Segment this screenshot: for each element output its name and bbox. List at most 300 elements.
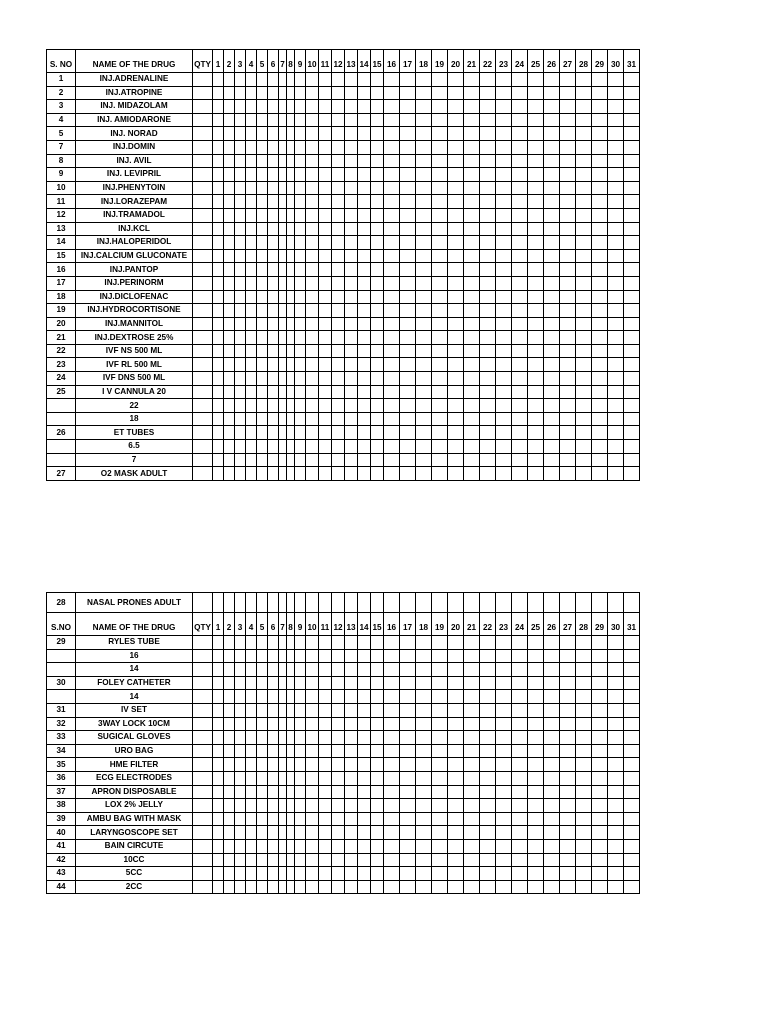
day-cell <box>358 195 371 209</box>
day-cell <box>432 426 448 440</box>
day-cell <box>480 208 496 222</box>
day-cell <box>384 649 400 663</box>
day-cell <box>268 236 279 250</box>
day-cell <box>332 771 345 785</box>
day-cell <box>496 703 512 717</box>
day-cell <box>432 703 448 717</box>
day-cell <box>319 731 332 745</box>
day-cell <box>496 880 512 894</box>
day-cell <box>448 344 464 358</box>
day-cell <box>224 676 235 690</box>
drug-name-cell: URO BAG <box>76 744 193 758</box>
day-cell <box>345 636 358 650</box>
sno-cell: 14 <box>47 236 76 250</box>
day-cell <box>268 317 279 331</box>
day-cell <box>295 100 306 114</box>
day-cell <box>448 744 464 758</box>
day-cell <box>496 771 512 785</box>
day-cell <box>371 222 384 236</box>
day-cell <box>371 317 384 331</box>
drug-name-cell: IVF NS 500 ML <box>76 344 193 358</box>
day-cell <box>432 358 448 372</box>
day-cell <box>287 208 295 222</box>
day-cell <box>624 744 640 758</box>
day-cell <box>576 181 592 195</box>
day-cell <box>257 880 268 894</box>
day-cell <box>213 344 224 358</box>
day-cell <box>295 168 306 182</box>
day-cell <box>213 426 224 440</box>
sno-cell <box>47 399 76 413</box>
day-cell <box>560 317 576 331</box>
day-cell <box>448 113 464 127</box>
day-cell <box>608 771 624 785</box>
day-cell <box>416 785 432 799</box>
table-row <box>47 853 640 867</box>
day-cell <box>560 663 576 677</box>
day-cell <box>400 812 416 826</box>
day-cell <box>560 73 576 87</box>
day-cell <box>246 222 257 236</box>
day-cell <box>512 412 528 426</box>
drug-name-cell: 3WAY LOCK 10CM <box>76 717 193 731</box>
day-cell <box>213 853 224 867</box>
day-cell <box>213 867 224 881</box>
table-row <box>47 140 640 154</box>
day-cell <box>371 372 384 386</box>
day-cell <box>624 880 640 894</box>
day-cell <box>512 399 528 413</box>
day-cell <box>528 826 544 840</box>
drug-name-cell: 6.5 <box>76 440 193 454</box>
qty-cell <box>193 290 213 304</box>
day-cell <box>345 717 358 731</box>
table-row <box>47 453 640 467</box>
day-cell <box>224 372 235 386</box>
day-cell <box>371 771 384 785</box>
sno-header: S.NO <box>47 613 76 636</box>
day-cell <box>257 785 268 799</box>
day-cell <box>448 127 464 141</box>
day-cell <box>560 222 576 236</box>
qty-cell <box>193 440 213 454</box>
day-cell <box>544 73 560 87</box>
day-cell <box>464 168 480 182</box>
qty-header: QTY <box>193 50 213 73</box>
day-cell <box>279 249 287 263</box>
day-cell <box>371 304 384 318</box>
day-cell <box>235 331 246 345</box>
day-cell <box>287 412 295 426</box>
day-cell <box>384 785 400 799</box>
sno-cell <box>47 440 76 454</box>
day-cell <box>544 140 560 154</box>
day-cell <box>384 249 400 263</box>
qty-cell <box>193 826 213 840</box>
day-cell <box>464 703 480 717</box>
day-cell <box>400 785 416 799</box>
day-cell <box>287 236 295 250</box>
day-cell <box>345 154 358 168</box>
day-cell <box>432 385 448 399</box>
day-cell <box>306 154 319 168</box>
day-cell <box>400 453 416 467</box>
day-cell <box>416 799 432 813</box>
day-cell <box>345 358 358 372</box>
day-cell <box>608 276 624 290</box>
day-cell <box>358 853 371 867</box>
day-cell <box>448 208 464 222</box>
day-cell <box>295 317 306 331</box>
day-cell <box>512 317 528 331</box>
day-cell <box>224 867 235 881</box>
day-cell <box>560 140 576 154</box>
day-cell <box>432 440 448 454</box>
day-cell <box>345 703 358 717</box>
day-cell <box>345 276 358 290</box>
day-cell <box>295 880 306 894</box>
day-cell <box>332 744 345 758</box>
day-cell <box>213 86 224 100</box>
day-cell <box>416 358 432 372</box>
day-cell <box>279 236 287 250</box>
day-cell <box>560 372 576 386</box>
day-cell <box>279 880 287 894</box>
day-cell <box>448 263 464 277</box>
day-cell <box>624 100 640 114</box>
day-cell <box>279 181 287 195</box>
day-cell <box>464 663 480 677</box>
drug-name-cell: INJ.HALOPERIDOL <box>76 236 193 250</box>
day-cell <box>512 86 528 100</box>
day-cell <box>400 636 416 650</box>
day-cell <box>384 593 400 613</box>
day-cell <box>464 263 480 277</box>
day-cell <box>624 758 640 772</box>
day-cell <box>213 290 224 304</box>
day-cell <box>624 690 640 704</box>
day-cell <box>432 453 448 467</box>
day-cell <box>371 636 384 650</box>
day-cell <box>287 304 295 318</box>
day-cell <box>560 690 576 704</box>
day-cell <box>345 467 358 481</box>
day-cell <box>400 839 416 853</box>
day-cell <box>371 331 384 345</box>
day-cell <box>332 100 345 114</box>
day-cell <box>235 154 246 168</box>
day-cell <box>287 867 295 881</box>
day-cell <box>624 853 640 867</box>
day-cell <box>371 86 384 100</box>
day-cell <box>279 636 287 650</box>
day-header-10: 10 <box>306 50 319 73</box>
day-cell <box>608 412 624 426</box>
day-cell <box>464 799 480 813</box>
day-cell <box>246 839 257 853</box>
table-row <box>47 236 640 250</box>
day-cell <box>464 208 480 222</box>
day-cell <box>306 426 319 440</box>
day-cell <box>235 453 246 467</box>
day-cell <box>279 758 287 772</box>
day-cell <box>400 154 416 168</box>
day-cell <box>257 717 268 731</box>
day-cell <box>608 290 624 304</box>
day-cell <box>496 344 512 358</box>
day-cell <box>608 344 624 358</box>
table-row <box>47 304 640 318</box>
day-cell <box>332 412 345 426</box>
day-cell <box>512 839 528 853</box>
day-cell <box>358 100 371 114</box>
day-cell <box>528 453 544 467</box>
table-row <box>47 317 640 331</box>
day-cell <box>257 181 268 195</box>
day-cell <box>384 154 400 168</box>
day-cell <box>279 331 287 345</box>
day-cell <box>295 412 306 426</box>
day-header-23: 23 <box>496 613 512 636</box>
day-cell <box>358 73 371 87</box>
drug-name-cell: INJ.CALCIUM GLUCONATE <box>76 249 193 263</box>
day-cell <box>257 127 268 141</box>
day-cell <box>224 100 235 114</box>
day-cell <box>448 154 464 168</box>
day-cell <box>319 372 332 386</box>
day-cell <box>608 168 624 182</box>
day-cell <box>592 276 608 290</box>
day-cell <box>332 222 345 236</box>
day-cell <box>576 636 592 650</box>
day-cell <box>592 636 608 650</box>
day-cell <box>268 263 279 277</box>
day-cell <box>576 317 592 331</box>
day-cell <box>235 236 246 250</box>
day-cell <box>257 140 268 154</box>
day-cell <box>576 385 592 399</box>
sno-cell: 1 <box>47 73 76 87</box>
day-cell <box>295 703 306 717</box>
day-cell <box>528 372 544 386</box>
day-cell <box>358 236 371 250</box>
day-cell <box>560 731 576 745</box>
day-cell <box>257 249 268 263</box>
day-cell <box>432 236 448 250</box>
day-cell <box>592 290 608 304</box>
day-cell <box>345 86 358 100</box>
day-cell <box>576 826 592 840</box>
day-cell <box>371 195 384 209</box>
day-cell <box>416 100 432 114</box>
day-cell <box>287 276 295 290</box>
day-cell <box>268 86 279 100</box>
day-cell <box>592 453 608 467</box>
day-cell <box>319 676 332 690</box>
drug-name-cell: INJ.MANNITOL <box>76 317 193 331</box>
day-cell <box>544 317 560 331</box>
day-cell <box>287 839 295 853</box>
qty-cell <box>193 867 213 881</box>
day-cell <box>544 453 560 467</box>
table-row <box>47 467 640 481</box>
day-cell <box>257 168 268 182</box>
day-cell <box>560 331 576 345</box>
day-cell <box>400 100 416 114</box>
day-cell <box>235 412 246 426</box>
day-cell <box>295 276 306 290</box>
day-cell <box>384 467 400 481</box>
day-cell <box>332 331 345 345</box>
sno-cell: 27 <box>47 467 76 481</box>
qty-header: QTY <box>193 613 213 636</box>
day-cell <box>448 785 464 799</box>
day-cell <box>576 426 592 440</box>
day-cell <box>295 785 306 799</box>
day-cell <box>416 412 432 426</box>
day-cell <box>416 195 432 209</box>
day-cell <box>268 663 279 677</box>
day-cell <box>384 867 400 881</box>
day-cell <box>213 113 224 127</box>
day-cell <box>416 399 432 413</box>
day-cell <box>384 440 400 454</box>
day-cell <box>319 826 332 840</box>
table-row <box>47 717 640 731</box>
drug-name-cell: I V CANNULA 20 <box>76 385 193 399</box>
day-cell <box>512 249 528 263</box>
day-cell <box>560 853 576 867</box>
day-cell <box>448 140 464 154</box>
day-header-6: 6 <box>268 613 279 636</box>
day-cell <box>560 649 576 663</box>
day-cell <box>319 195 332 209</box>
day-cell <box>464 154 480 168</box>
day-cell <box>332 263 345 277</box>
day-cell <box>416 426 432 440</box>
day-cell <box>400 331 416 345</box>
day-cell <box>287 426 295 440</box>
table-row <box>47 593 640 613</box>
day-cell <box>235 304 246 318</box>
day-cell <box>279 839 287 853</box>
drug-name-cell: SUGICAL GLOVES <box>76 731 193 745</box>
day-cell <box>306 73 319 87</box>
qty-cell <box>193 649 213 663</box>
day-header-26: 26 <box>544 613 560 636</box>
qty-cell <box>193 412 213 426</box>
day-cell <box>257 812 268 826</box>
day-cell <box>544 717 560 731</box>
day-cell <box>332 440 345 454</box>
day-cell <box>512 236 528 250</box>
day-cell <box>496 426 512 440</box>
day-cell <box>332 399 345 413</box>
day-cell <box>416 853 432 867</box>
day-cell <box>246 276 257 290</box>
qty-cell <box>193 839 213 853</box>
day-cell <box>560 426 576 440</box>
day-cell <box>432 867 448 881</box>
day-cell <box>257 676 268 690</box>
day-cell <box>512 676 528 690</box>
day-cell <box>319 880 332 894</box>
day-cell <box>384 222 400 236</box>
day-cell <box>384 73 400 87</box>
day-cell <box>306 717 319 731</box>
day-cell <box>332 812 345 826</box>
table-row <box>47 168 640 182</box>
table-row <box>47 440 640 454</box>
day-cell <box>358 140 371 154</box>
day-cell <box>246 676 257 690</box>
day-cell <box>512 690 528 704</box>
day-cell <box>432 181 448 195</box>
day-cell <box>400 208 416 222</box>
day-cell <box>528 676 544 690</box>
day-cell <box>448 86 464 100</box>
table-row <box>47 880 640 894</box>
day-cell <box>480 799 496 813</box>
day-cell <box>319 358 332 372</box>
drug-name-header: NAME OF THE DRUG <box>76 613 193 636</box>
drug-name-cell: 5CC <box>76 867 193 881</box>
day-cell <box>319 758 332 772</box>
day-cell <box>480 593 496 613</box>
day-cell <box>480 412 496 426</box>
day-cell <box>213 453 224 467</box>
day-cell <box>480 344 496 358</box>
day-cell <box>279 412 287 426</box>
day-cell <box>295 263 306 277</box>
day-cell <box>528 867 544 881</box>
day-cell <box>268 113 279 127</box>
day-cell <box>332 467 345 481</box>
day-cell <box>384 717 400 731</box>
day-cell <box>224 399 235 413</box>
day-cell <box>544 426 560 440</box>
day-cell <box>345 758 358 772</box>
day-cell <box>235 717 246 731</box>
day-cell <box>306 399 319 413</box>
day-cell <box>213 663 224 677</box>
day-cell <box>432 86 448 100</box>
day-header-28: 28 <box>576 613 592 636</box>
day-cell <box>332 649 345 663</box>
day-cell <box>306 168 319 182</box>
day-cell <box>268 649 279 663</box>
qty-cell <box>193 372 213 386</box>
day-cell <box>268 867 279 881</box>
day-cell <box>384 812 400 826</box>
day-cell <box>257 744 268 758</box>
day-header-19: 19 <box>432 613 448 636</box>
qty-cell <box>193 771 213 785</box>
drug-name-cell: 10CC <box>76 853 193 867</box>
day-cell <box>560 263 576 277</box>
day-cell <box>464 195 480 209</box>
day-cell <box>358 440 371 454</box>
day-cell <box>560 195 576 209</box>
day-cell <box>496 276 512 290</box>
day-cell <box>544 731 560 745</box>
day-cell <box>432 208 448 222</box>
day-cell <box>213 317 224 331</box>
day-cell <box>592 785 608 799</box>
day-cell <box>257 290 268 304</box>
day-cell <box>246 717 257 731</box>
day-cell <box>235 690 246 704</box>
